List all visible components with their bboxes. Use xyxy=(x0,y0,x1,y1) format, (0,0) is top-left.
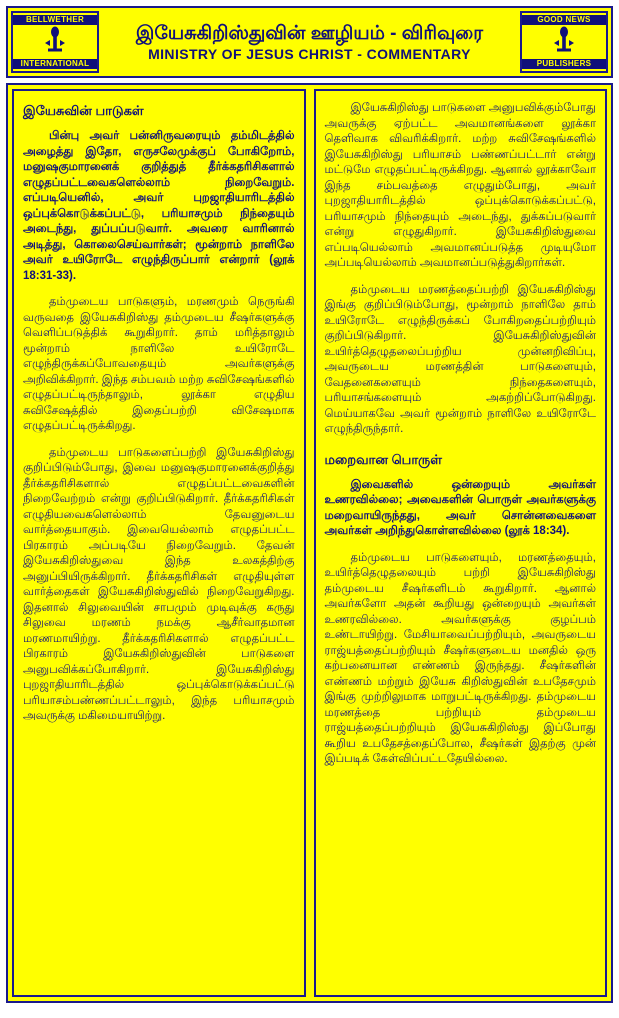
right-section-heading: மறைவான பொருள் xyxy=(324,451,442,467)
left-section-heading: இயேசுவின் பாடுகள் xyxy=(23,103,144,118)
paragraph: இயேசுகிறிஸ்து பாடுகளை அனுபவிக்கும்போது அவருக்கு ஏற்பட்ட அவமானங்களை லூக்கா தெளிவாக விவரிக்கிறார். மற்ற சுவிசேஷங்களில் இயேசுகிறிஸ்து பரியாசம் பண்ணப்பட்டார் என்று மட்டுமே எழுதப்பட்டிருக்கிறது. ஆனால் லூக்காவோ இந்த சம்பவத்தை எழுதும்போது, அவர் புறஜாதியாரிடத்தில் ஒப்புக்கொடுக்கப்பட்டு, பரியாசமும் நிந்தையும் அடைந்து, துக்கப்படுவார் என்று எழுதுகிறார். இயேசுகிறிஸ்துவை எப்படியெல்லாம் அவமானப்படுத்த முடியுமோ அப்படியெல்லாம் அவமானப்படுத்துகிறார்கள். xyxy=(324,102,596,269)
torch-emblem-icon xyxy=(13,26,97,58)
logo-bellwether-international xyxy=(11,11,99,73)
header-title-group xyxy=(102,8,517,76)
paragraph: தம்முடைய பாடுகளையும், மரணத்தையும், உயிர்த்தெழுதலையும் பற்றி இயேசுகிறிஸ்து தம்முடைய சீஷர்களிடம் கூறுகிறார். ஆனால் அவர்களோ அதன் கூறியது ஒன்றையும் அவர்கள் உணரவில்லை. அவர்களுக்கு குழப்பம் உண்டாயிற்று. மேசியாவைப்பற்றியும், அவருடைய ராஜ்யத்தைப்பற்றியும் சீஷர்களுடைய மனதில் ஒரு கற்பனையான எண்ணம் இருந்தது. சீஷர்களின் எண்ணம் மற்றும் இயேசு கிறிஸ்துவின் உபதேசமும் இங்கு முற்றிலுமாக மாறுபட்டிருக்கிறது. தம்முடைய மரணத்தை பற்றியும் தம்முடைய ராஜ்யத்தைப்பற்றியும் இயேசுகிறிஸ்து இப்போது கூறிய உபதேசத்தைப்போல, சீஷர்கள் இதற்கு முன் இப்படிக் கேள்விப்பட்டதேயில்லை. xyxy=(324,551,596,765)
paragraph: தம்முடைய பாடுகளும், மரணமும் நெருங்கி வருவதை இயேசுகிறிஸ்து தம்முடைய சீஷர்களுக்கு வெளிப்படுத்திக் கூறுகிறார். தாம் மரித்தாலும் மூன்றாம் நாளிலே உயிரோடே எழுந்திருக்கப்போவதையும் அவர்களுக்கு அறிவிக்கிறார். இந்த சம்பவம் மற்ற சுவிசேஷங்களில் எழுதப்பட்டிருந்தாலும், லூக்கா எழுதிய சுவிசேஷத்தில் இதைப்பற்றி விசேஷமாக எழுதப்பட்டிருக்கிறது. xyxy=(23,296,295,432)
logo-left-line2: INTERNATIONAL xyxy=(13,59,97,69)
page-body xyxy=(6,83,613,1003)
page-title-tamil: இயேசுகிறிஸ்துவின் ஊழியம் - விரிவுரை xyxy=(135,22,484,44)
column-left xyxy=(12,89,306,997)
logo-left-line1: BELLWETHER xyxy=(13,15,97,25)
paragraph: தம்முடைய மரணத்தைப்பற்றி இயேசுகிறிஸ்து இங்கு குறிப்பிடும்போது, மூன்றாம் நாளிலே தாம் உயிரோடே எழுந்திருக்கப் போகிறதைப்பற்றியும் குறிப்பிடுகிறார். இயேசுகிறிஸ்துவின் உயிர்த்தெழுதலைப்பற்றிய முன்னறிவிப்பு, அவருடைய மரணத்தின் பாடுகளையும், வேதனைகளையும் நிந்தைகளையும், பரியாசங்களையும் அகற்றிப்போடுகிறது. மெய்யாகவே அவர் மூன்றாம் நாளிலே உயிரோடே எழுந்திருந்தார். xyxy=(324,283,596,435)
logo-right-line2: PUBLISHERS xyxy=(522,59,606,69)
paragraph: தம்முடைய பாடுகளைப்பற்றி இயேசுகிறிஸ்து குறிப்பிடும்போது, இவை மனுஷகுமாரனைக்குறித்து தீர்க்கதரிசிகளால் எழுதப்பட்டவைகளின் நிறைவேற்றம் என்று குறிப்பிடுகிறார். தீர்க்கதரிசிகள் எழுதியவைகளெல்லாம் தேவனுடைய வார்த்தையாகும். இவையெல்லாம் எழுதப்பட்ட பிரகாரம் அப்படியே நிறைவேறும். தேவன் இயேசுகிறிஸ்துவை இந்த உலகத்திற்கு அனுப்பியிருக்கிறார். தீர்க்கதரிசிகள் எழுதியுள்ள வார்த்தைகள் இயேசுகிறிஸ்துவில் நிறைவேறுகிறது. இதனால் சிலுவையின் சாபமும் முடிவுக்கு கருது சிலுவை மரணம் நமக்கு ஆசீர்வாதமான மரணமாயிற்று. தீர்க்கதரிசிகளால் எழுதப்பட்ட பிரகாரம் இயேசுகிறிஸ்துவின் பாடுகளை அனுபவிக்கப்போகிறார். இயேசுகிறிஸ்து புறஜாதியாரிடத்தில் ஒப்புக்கொடுக்கப்பட்டு பரியாசம்பண்ணப்பட்டாலும், இந்த பரியாசமும் அவருக்கு மகிமையாயிற்று. xyxy=(23,446,295,722)
logo-right-line1: GOOD NEWS xyxy=(522,15,606,25)
torch-emblem-icon xyxy=(522,26,606,58)
page-header xyxy=(6,6,613,78)
page-title-english: MINISTRY OF JESUS CHRIST - COMMENTARY xyxy=(148,45,471,62)
column-right xyxy=(314,89,608,997)
logo-good-news-publishers xyxy=(520,11,608,73)
paragraph: இவைகளில் ஒன்றையும் அவர்கள் உணரவில்லை; அவைகளின் பொருள் அவர்களுக்கு மறைவாயிருந்தது, அவர் சொன்னவைகளை அவர்கள் அறிந்துகொள்ளவில்லை (லூக் 18:34). xyxy=(324,478,596,537)
paragraph: பின்பு அவர் பன்னிருவரையும் தம்மிடத்தில் அழைத்து இதோ, எருசலேமுக்குப் போகிறோம், மனுஷகுமாரனைக் குறித்துத் தீர்க்கதரிசிகளால் எழுதப்பட்டவைகளெல்லாம் நிறைவேறும். எப்படியெனில், அவர் புறஜாதியாரிடத்தில் ஒப்புக்கொடுக்கப்பட்டு, பரியாசமும் நிந்தையும் அடைந்து, துப்பப்படுவார். அவரை வாரினால் அடித்து, கொலைசெய்வார்கள்; மூன்றாம் நாளிலே அவர் உயிரோடே எழுந்திருப்பார் என்றார் (லூக் 18:31-33). xyxy=(23,130,295,282)
